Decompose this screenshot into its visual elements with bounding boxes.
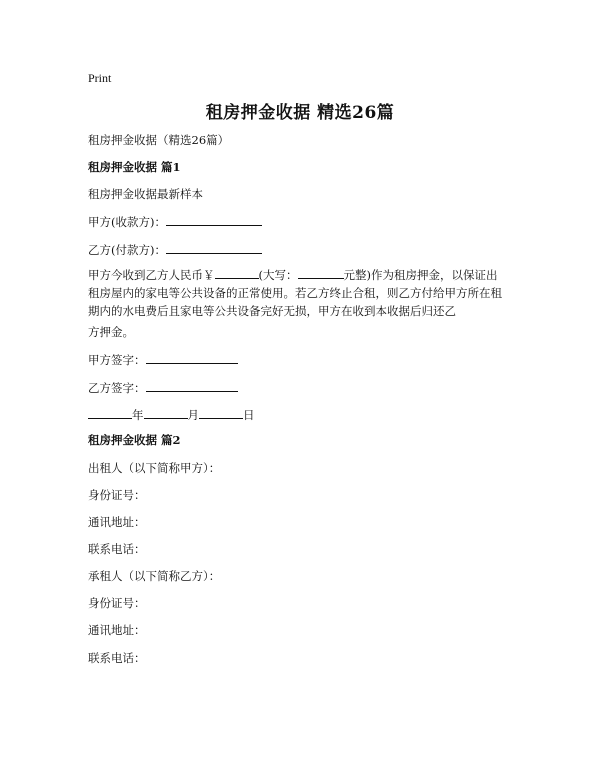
party-a-row [88, 213, 262, 230]
paragraph-row-4: 方押金。 [88, 325, 134, 339]
paragraph-row-3: 期内的水电费后且家电等公共设备完好无损，甲方在收到本收据后归还乙 [88, 304, 456, 318]
lessee-label: 承租人（以下简称乙方）： [88, 569, 221, 583]
subtitle: 租房押金收据（精选26篇） [88, 133, 230, 147]
amount-suffix: 元整)作为租房押金，以保证出 [343, 268, 498, 282]
sign-b-label: 乙方签字： [88, 381, 146, 395]
paragraph-row-2: 租房屋内的家电等公共设备的正常使用。若乙方终止合租，则乙方付给甲方所在租 [88, 286, 502, 300]
party-a-label: 甲方(收款方)： [88, 215, 166, 229]
party-b-blank [166, 241, 262, 254]
date-day: 日 [243, 408, 255, 422]
paragraph-row-1 [88, 266, 518, 284]
day-blank [199, 406, 243, 419]
year-blank [88, 406, 132, 419]
sign-b-blank [146, 379, 238, 392]
date-year: 年 [132, 408, 144, 422]
sign-b-row [88, 379, 238, 396]
party-a-blank [166, 213, 262, 226]
lessor-id: 身份证号： [88, 488, 146, 502]
section2-heading: 租房押金收据 篇2 [88, 433, 181, 447]
amount-blank [215, 266, 259, 279]
date-row [88, 406, 255, 423]
print-link[interactable]: Print [88, 71, 112, 85]
amount-words-label: (大写： [258, 268, 298, 282]
lessee-id: 身份证号： [88, 596, 146, 610]
amount-prefix: 甲方今收到乙方人民币￥ [88, 268, 215, 282]
sign-a-row [88, 351, 238, 368]
sign-a-label: 甲方签字： [88, 353, 146, 367]
page-title: 租房押金收据 精选26篇 [205, 103, 395, 123]
lessee-address: 通讯地址： [88, 623, 146, 637]
lessee-phone: 联系电话： [88, 651, 146, 665]
receipt-paragraph [88, 266, 518, 320]
lessor-label: 出租人（以下简称甲方）： [88, 461, 221, 475]
lessor-phone: 联系电话： [88, 542, 146, 556]
section1-intro: 租房押金收据最新样本 [88, 187, 203, 201]
sign-a-blank [146, 351, 238, 364]
section1-heading: 租房押金收据 篇1 [88, 160, 181, 174]
month-blank [144, 406, 188, 419]
party-b-label: 乙方(付款方)： [88, 243, 166, 257]
date-month: 月 [187, 408, 199, 422]
party-b-row [88, 241, 262, 258]
amount-words-blank [298, 266, 344, 279]
lessor-address: 通讯地址： [88, 515, 146, 529]
